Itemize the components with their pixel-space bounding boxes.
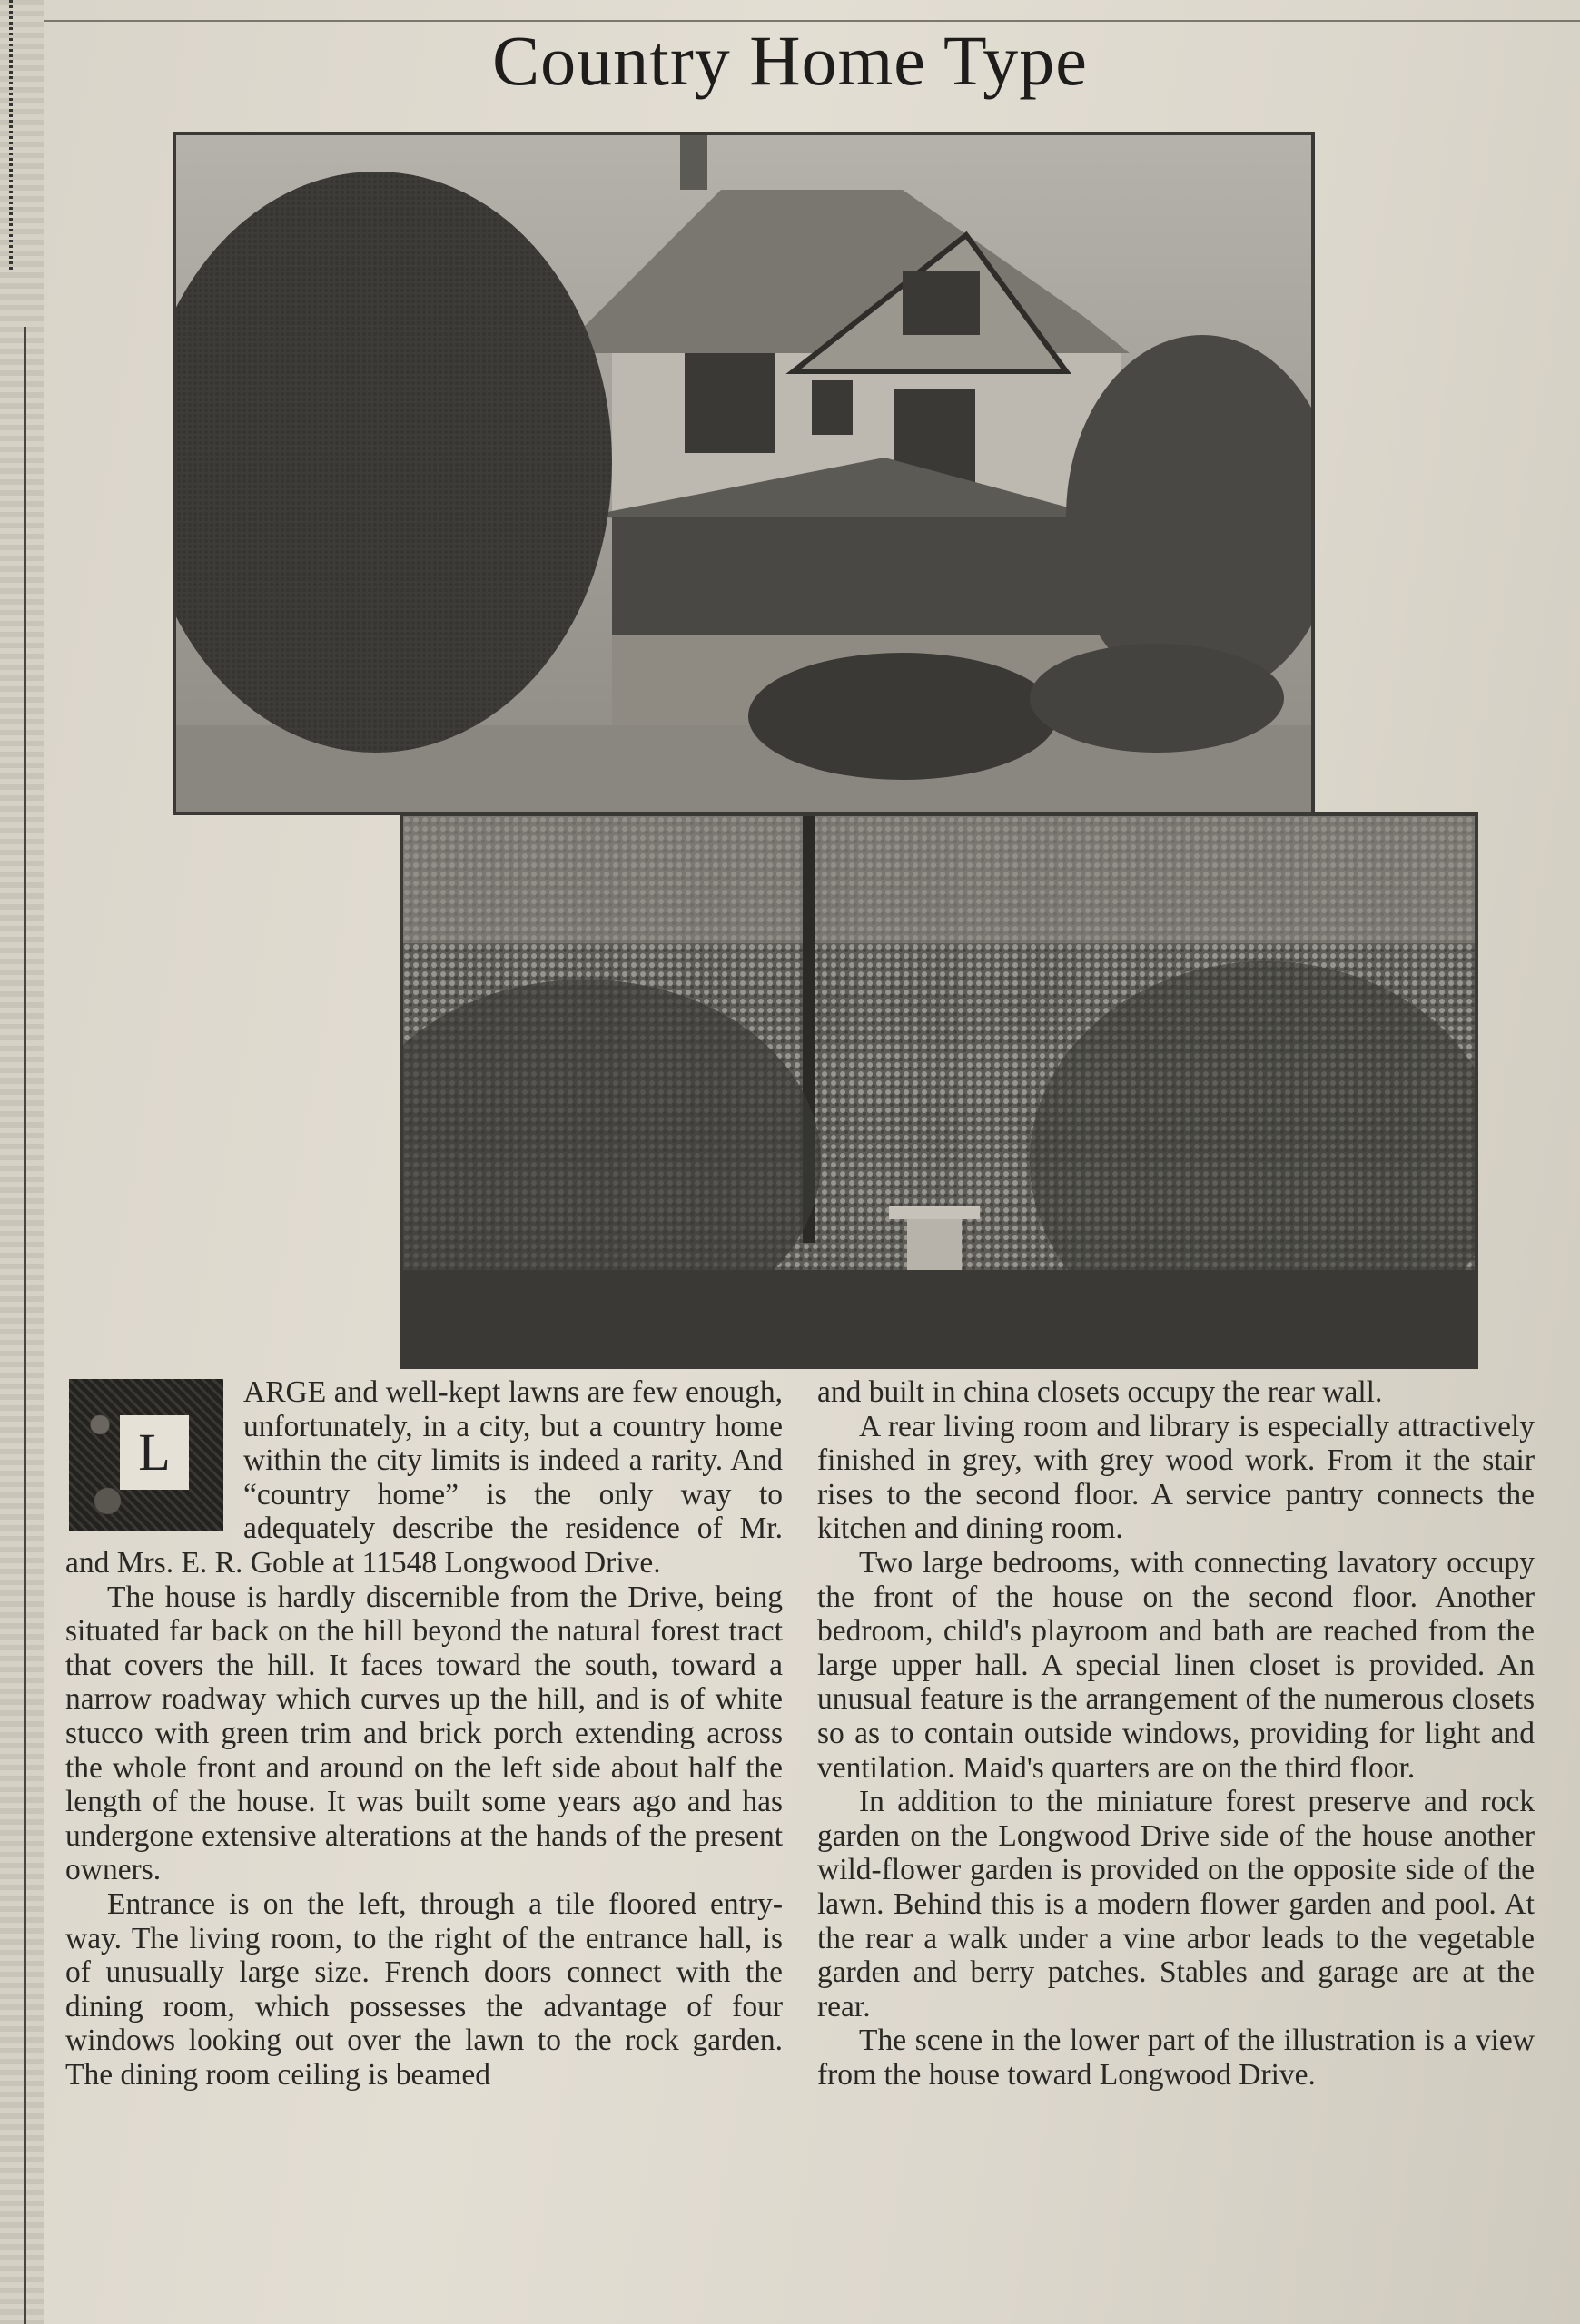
garden-photo [400, 812, 1478, 1369]
drop-cap-letter: L [120, 1415, 189, 1490]
article-paragraph: ARGE and well-kept lawns are few enough, unfortunately, in a city, but a country home within the city limits is indeed a rarity. And “country home” is the only way to adequately describe the residence of Mr. and Mrs. E. R. Goble at 11548 Longwood Drive. [65, 1375, 783, 1580]
article-paragraph: Entrance is on the left, through a tile floored entry-way. The living room, to the right of the entrance hall, is of unusually large size. French doors connect with the dining room, which possesses the advantage of four windows looking out over the lawn to the rock garden. The dining room ceiling is beamed [65, 1886, 783, 2092]
article-column-left [65, 1375, 783, 2092]
article-paragraph: The scene in the lower part of the illustration is a view from the house toward Longwood Drive. [817, 2024, 1535, 2092]
article-paragraph: In addition to the miniature forest preserve and rock garden on the Longwood Drive side of the house another wild-flower garden is provided on the opposite side of the lawn. Behind this is a modern flower garden and pool. At the rear a walk under a vine arbor leads to the vegetable garden and berry patches. Stables and garage are at the rear. [817, 1785, 1535, 2024]
headline: Country Home Type [492, 21, 1088, 100]
article-paragraph: A rear living room and library is especially attractively finished in grey, with grey wood work. From it the stair rises to the second floor. A service pantry connects the kitchen and dining room. [817, 1409, 1535, 1546]
drop-cap-ornament [69, 1379, 223, 1531]
article-column-right [817, 1375, 1535, 2092]
article-paragraph: Two large bedrooms, with connecting lavatory occupy the front of the house on the second floor. Another bedroom, child's playroom and bath are reached from the large upper hall. A special linen closet is provided. An unusual feature is the arrangement of the numerous closets so as to contain outside windows, providing for light and ventilation. Maid's quarters are on the third floor. [817, 1545, 1535, 1785]
adjacent-page-margin [0, 0, 44, 2324]
article-paragraph: and built in china closets occupy the rear wall. [817, 1375, 1383, 1409]
house-photo [173, 132, 1315, 815]
article-paragraph: The house is hardly discernible from the Drive, being situated far back on the hill beyond the natural forest tract that covers the hill. It faces toward the south, toward a narrow roadway which curves up the hill, and is of white stucco with green trim and brick porch extending across the whole front and around on the left side about half the length of the house. It was built some years ago and has undergone extensive alterations at the hands of the present owners. [65, 1580, 783, 1887]
column-rule [24, 327, 26, 2324]
